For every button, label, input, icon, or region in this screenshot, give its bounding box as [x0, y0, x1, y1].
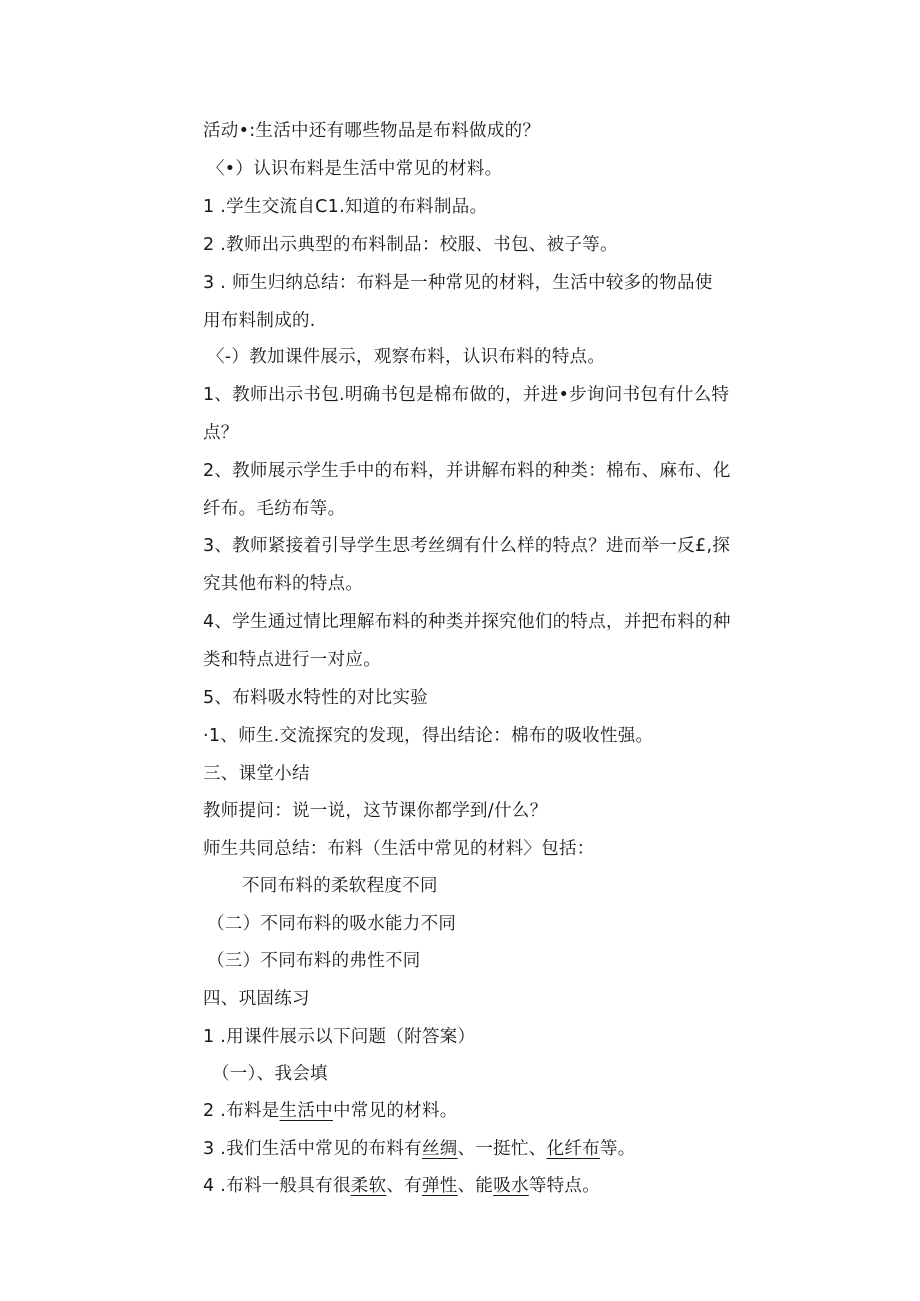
text-line: 师生共同总结：布料（生活中常见的材料〉包括： — [203, 839, 595, 859]
section-heading: 三、课堂小结 — [203, 764, 310, 784]
text-line: 3、教师紧接着引导学生思考丝绸有什么样的特点？进而举一反£,探 — [203, 536, 731, 556]
question-text: 等。 — [599, 1139, 636, 1159]
summary-item: （二）不同布料的吸水能力不同 — [207, 914, 457, 934]
subsection-heading: （一）、我会填 — [212, 1064, 328, 1084]
question-text: 、有 — [386, 1176, 422, 1196]
summary-item: 不同布料的柔软程度不同 — [242, 876, 438, 896]
answer-blank: 吸水 — [493, 1176, 529, 1196]
text-line: 2、教师展示学生手中的布料，并讲解布料的种类：棉布、麻布、化 — [203, 461, 731, 481]
text-line: 3 . 师生归纳总结：布料是一种常见的材料，生活中较多的物品使 — [203, 273, 713, 293]
section-heading: 〈-）教加课件展示，观察布料，认识布料的特点。 — [207, 347, 606, 367]
text-line: 究其他布料的特点。 — [203, 574, 364, 594]
text-line: 纤布。毛纺布等。 — [203, 499, 346, 519]
question-text: 2 .布料是 — [203, 1101, 280, 1121]
answer-blank: 化纤布 — [546, 1139, 600, 1159]
activity-heading: 活动•:生活中还有哪些物品是布料做成的？ — [203, 121, 541, 141]
question-text: 4 .布料一般具有很 — [203, 1176, 351, 1196]
text-line: 教师提问：说一说，这节课你都学到/什么？ — [203, 801, 548, 821]
fill-in-question-1 — [203, 1099, 458, 1123]
text-line: 1 .学生交流自C1.知道的布料制品。 — [203, 197, 488, 217]
section-heading: 四、巩固练习 — [203, 989, 310, 1009]
summary-item: （三）不同布料的弗性不同 — [207, 951, 421, 971]
text-line: 4、学生通过情比理解布料的种类并探究他们的特点，并把布料的种 — [203, 612, 731, 632]
text-line: 类和特点进行一对应。 — [203, 650, 381, 670]
text-line: ·1、师生.交流探究的发现，得出结论：棉布的吸收性强。 — [203, 726, 654, 746]
answer-blank: 丝绸 — [421, 1139, 458, 1159]
text-line: 2 .教师出示典型的布料制品：校服、书包、被子等。 — [203, 235, 618, 255]
answer-blank: 弹性 — [421, 1176, 458, 1196]
fill-in-question-3 — [203, 1174, 600, 1198]
text-line: 点？ — [203, 423, 239, 443]
section-heading: 〈•）认识布料是生活中常见的材料。 — [207, 159, 503, 179]
answer-blank: 柔软 — [350, 1176, 387, 1196]
question-text: 3 .我们生活中常见的布料有 — [203, 1139, 422, 1159]
question-text: 、能 — [457, 1176, 494, 1196]
question-text: 等特点。 — [528, 1176, 601, 1196]
text-line: 5、布料吸水特性的对比实验 — [203, 688, 429, 708]
text-line: 用布料制成的. — [203, 311, 316, 331]
answer-blank: 生活中 — [279, 1101, 333, 1121]
fill-in-question-2 — [203, 1137, 636, 1161]
question-text: 、一挺忙、 — [457, 1139, 547, 1159]
question-text: 中常见的材料。 — [332, 1101, 458, 1121]
text-line: 1 .用课件展示以下问题（附答案） — [203, 1027, 476, 1047]
text-line: 1、教师出示书包.明确书包是棉布做的，并进•步询问书包有什么特 — [203, 385, 730, 405]
